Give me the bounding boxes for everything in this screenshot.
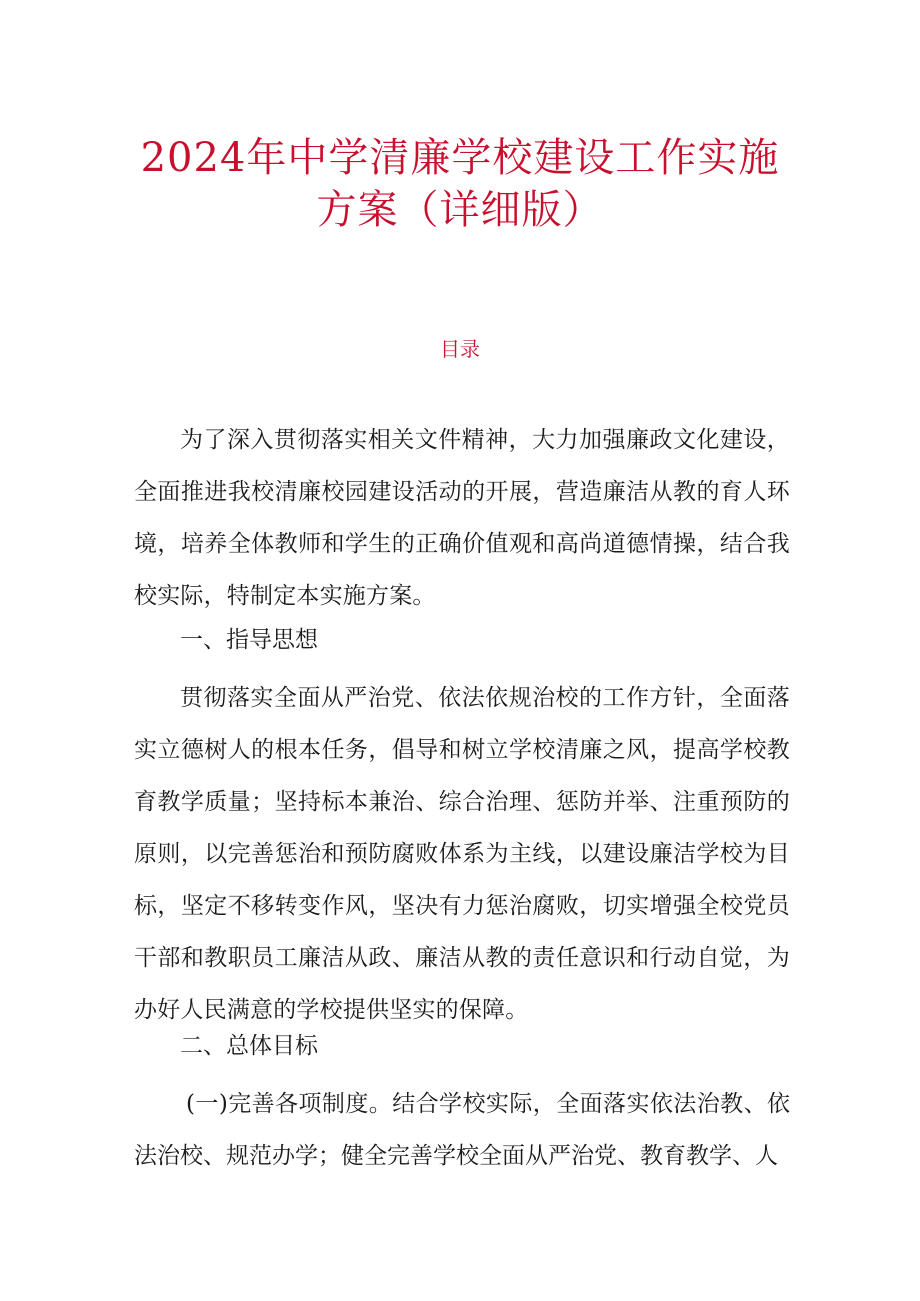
intro-paragraph: 为了深入贯彻落实相关文件精神，大力加强廉政文化建设，全面推进我校清廉校园建设活动的开展，营造廉洁从教的育人环境，培养全体教师和学生的正确价值观和高尚道德情操，结合我校实际，特制定本实施方案。 <box>134 427 790 609</box>
guiding-ideology-paragraph: 贯彻落实全面从严治党、依法依规治校的工作方针，全面落实立德树人的根本任务，倡导和树立学校清廉之风，提高学校教育教学质量；坚持标本兼治、综合治理、惩防并举、注重预防的原则，以完善惩治和预防腐败体系为主线，以建设廉洁学校为目标，坚定不移转变作风，坚决有力惩治腐败，切实增强全校党员干部和教职员工廉洁从政、廉洁从教的责任意识和行动自觉，为办好人民满意的学校提供坚实的保障。 <box>134 685 790 1023</box>
document-title-line2: 方案（详细版） <box>316 187 604 233</box>
section-heading-overall-goals: 二、总体目标 <box>180 1033 318 1059</box>
overall-goals-item-1: (一)完善各项制度。结合学校实际，全面落实依法治教、依法治校、规范办学；健全完善学校全面从严治党、教育教学、人 <box>134 1091 790 1169</box>
section-heading-guiding-ideology: 一、指导思想 <box>180 627 318 653</box>
table-of-contents-label[interactable]: 目录 <box>440 337 480 361</box>
document-title-line1: 2024年中学清廉学校建设工作实施 <box>140 135 780 181</box>
